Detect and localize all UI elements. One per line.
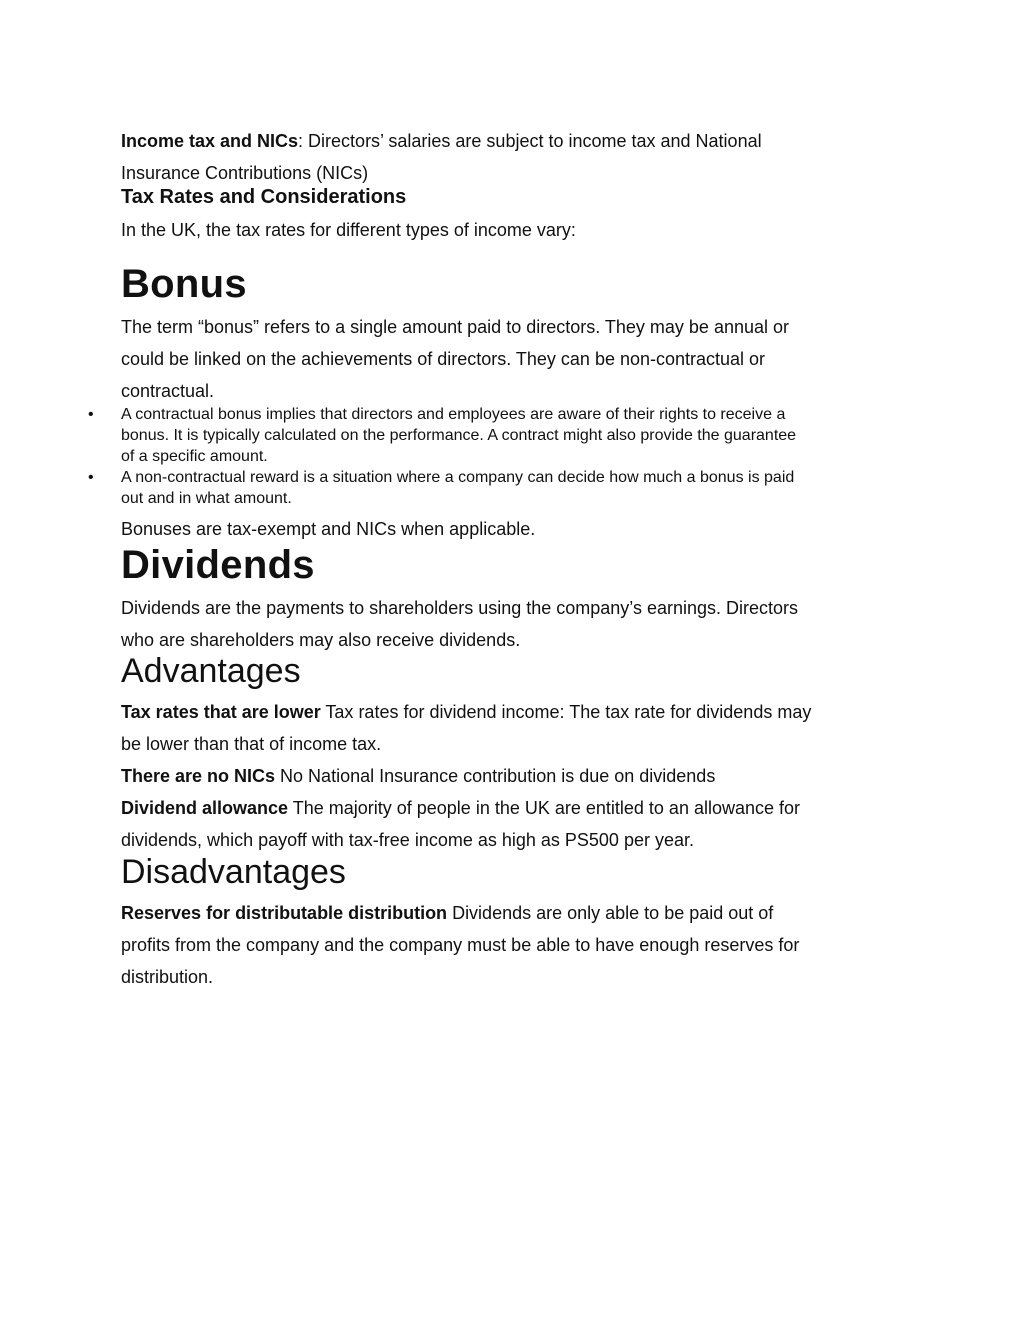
income-tax-text: : Directors’ salaries are subject to income tax and National [298, 131, 762, 151]
advantage-item-3 [121, 792, 800, 824]
disadvantage-label: Reserves for distributable distribution [121, 903, 448, 923]
bonus-closing: Bonuses are tax-exempt and NICs when applicable. [121, 519, 536, 539]
bonus-para-line: could be linked on the achievements of directors. They can be non-contractual or [121, 349, 766, 369]
dividends-para-line: who are shareholders may also receive dividends. [121, 630, 521, 650]
disadvantages-heading: Disadvantages [121, 853, 346, 891]
income-tax-label: Income tax and NICs [121, 131, 299, 151]
dividends-para-line: Dividends are the payments to shareholders using the company’s earnings. Directors [121, 598, 799, 618]
bonus-para-line: contractual. [121, 381, 215, 401]
bullet-marker: • [88, 469, 94, 486]
bullet-marker: • [88, 406, 94, 423]
disadvantage-item-1-cont: distribution. [121, 967, 214, 987]
tax-rates-heading: Tax Rates and Considerations [121, 186, 407, 208]
advantage-label: Tax rates that are lower [121, 702, 321, 722]
dividends-heading: Dividends [121, 543, 315, 587]
advantage-item-2 [121, 760, 715, 792]
advantage-text: The majority of people in the UK are entitled to an allowance for [288, 798, 801, 818]
advantage-item-1-cont: be lower than that of income tax. [121, 734, 382, 754]
disadvantage-text: Dividends are only able to be paid out of [447, 903, 774, 923]
bonus-para-line: The term “bonus” refers to a single amount paid to directors. They may be annual or [121, 317, 790, 337]
advantage-text: Tax rates for dividend income: The tax rate for dividends may [320, 702, 812, 722]
income-tax-line-2: Insurance Contributions (NICs) [121, 163, 369, 183]
bullet-line: of a specific amount. [121, 448, 268, 465]
disadvantage-item-1-cont: profits from the company and the company must be able to have enough reserves for [121, 935, 800, 955]
advantage-item-1 [121, 696, 811, 728]
disadvantage-item-1 [121, 897, 773, 929]
bullet-line: A contractual bonus implies that directors and employees are aware of their rights to receive a [121, 406, 786, 423]
bullet-line: A non-contractual reward is a situation where a company can decide how much a bonus is paid [121, 469, 795, 486]
income-tax-line-1 [121, 125, 762, 157]
tax-rates-text: In the UK, the tax rates for different types of income vary: [121, 220, 576, 240]
advantage-label: There are no NICs [121, 766, 276, 786]
advantage-label: Dividend allowance [121, 798, 289, 818]
bullet-line: out and in what amount. [121, 490, 292, 507]
advantage-item-3-cont: dividends, which payoff with tax-free income as high as PS500 per year. [121, 830, 694, 850]
advantages-heading: Advantages [121, 652, 301, 690]
advantage-text: No National Insurance contribution is due on dividends [275, 766, 716, 786]
bonus-heading: Bonus [121, 262, 247, 306]
bullet-line: bonus. It is typically calculated on the performance. A contract might also provide the guarantee [121, 427, 797, 444]
